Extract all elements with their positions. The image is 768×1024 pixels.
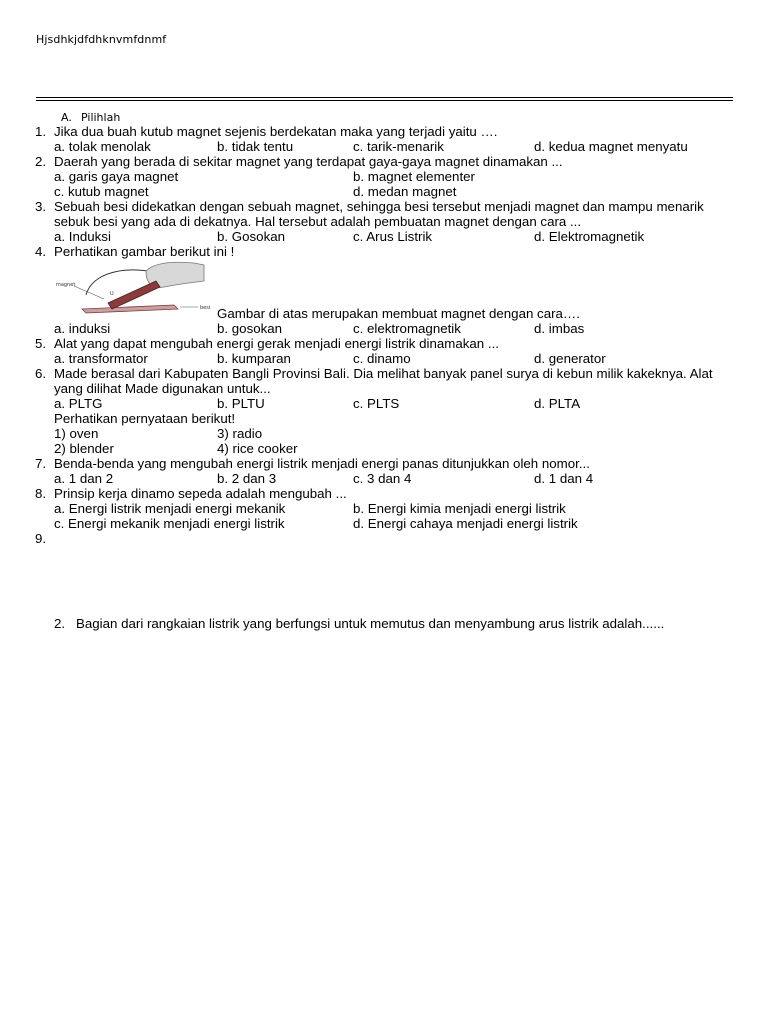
option-b: b. PLTU xyxy=(217,396,265,411)
option-a: a. Energi listrik menjadi energi mekanik xyxy=(54,501,286,516)
question-number: 2. xyxy=(54,616,66,631)
figure-row xyxy=(54,259,768,321)
header-text: Hjsdhkjdfdhknvmfdnmf xyxy=(36,33,167,46)
question-number: 3. xyxy=(35,199,47,214)
option-d: d. PLTA xyxy=(534,396,581,411)
statement-item: 2) blender xyxy=(54,441,114,456)
section-heading xyxy=(61,111,120,124)
statement-row xyxy=(54,441,768,456)
question-number: 5. xyxy=(35,336,47,351)
section-label: A. xyxy=(61,111,72,124)
section-title: Pilihlah xyxy=(81,111,121,124)
question-5 xyxy=(0,336,734,351)
options-row xyxy=(54,396,768,411)
option-a: a. transformator xyxy=(54,351,148,366)
option-b: b. 2 dan 3 xyxy=(217,471,277,486)
option-d: d. Energi cahaya menjadi energi listrik xyxy=(353,516,578,531)
option-a: a. garis gaya magnet xyxy=(54,169,179,184)
option-d: d. kedua magnet menyatu xyxy=(534,139,688,154)
question-number: 1. xyxy=(35,124,47,139)
option-c: c. kutub magnet xyxy=(54,184,149,199)
option-c: c. 3 dan 4 xyxy=(353,471,412,486)
option-c: c. Arus Listrik xyxy=(353,229,433,244)
options-row xyxy=(54,169,768,184)
statement-row xyxy=(54,426,768,441)
option-b: b. gosokan xyxy=(217,321,283,336)
question-9 xyxy=(0,531,734,546)
label-magnet: magnet xyxy=(56,282,76,288)
options-row xyxy=(54,229,768,244)
options-row xyxy=(54,139,768,154)
option-c: c. dinamo xyxy=(353,351,411,366)
label-besi: besi xyxy=(200,305,211,311)
option-b: b. kumparan xyxy=(217,351,291,366)
question-number: 2. xyxy=(35,154,47,169)
question-3 xyxy=(0,199,734,229)
question-number: 6. xyxy=(35,366,47,381)
options-row xyxy=(54,321,768,336)
options-row xyxy=(54,471,768,486)
option-a: a. Induksi xyxy=(54,229,111,244)
option-a: a. tolak menolak xyxy=(54,139,151,154)
statement-item: 3) radio xyxy=(217,426,263,441)
option-d: d. medan magnet xyxy=(353,184,457,199)
question-1 xyxy=(0,124,734,139)
options-row xyxy=(54,184,768,199)
option-d: d. imbas xyxy=(534,321,585,336)
question-number: 4. xyxy=(35,244,47,259)
option-a: a. 1 dan 2 xyxy=(54,471,114,486)
magnet-bar xyxy=(108,281,160,309)
options-row xyxy=(54,516,768,531)
header-divider-bottom xyxy=(36,100,733,101)
question-number: 9. xyxy=(35,531,47,546)
iron-bar xyxy=(82,305,178,313)
figure-caption: Gambar di atas merupakan membuat magnet dengan cara…. xyxy=(217,306,580,321)
option-a: a. PLTG xyxy=(54,396,103,411)
question-2 xyxy=(0,154,734,169)
option-c: c. Energi mekanik menjadi energi listrik xyxy=(54,516,285,531)
statement-item: 4) rice cooker xyxy=(217,441,298,456)
extra-question xyxy=(54,616,716,631)
options-row xyxy=(54,501,768,516)
question-7 xyxy=(0,456,734,471)
question-text: Benda-benda yang mengubah energi listrik menjadi energi panas ditunjukkan oleh nomor... xyxy=(54,456,590,471)
question-6 xyxy=(0,366,734,396)
question-text: Made berasal dari Kabupaten Bangli Provinsi Bali. Dia melihat banyak panel surya di kebun milik kakeknya. Alat yang dilihat Made digunakan untuk... xyxy=(54,366,713,396)
statement-item: 1) oven xyxy=(54,426,99,441)
option-d: d. 1 dan 4 xyxy=(534,471,594,486)
magnet-rubbing-illustration xyxy=(54,259,214,319)
question-text: Daerah yang berada di sekitar magnet yang terdapat gaya-gaya magnet dinamakan ... xyxy=(54,154,563,169)
question-4 xyxy=(0,244,734,259)
option-b: b. Energi kimia menjadi energi listrik xyxy=(353,501,566,516)
question-text: Alat yang dapat mengubah energi gerak menjadi energi listrik dinamakan ... xyxy=(54,336,499,351)
question-8 xyxy=(0,486,734,501)
option-d: d. generator xyxy=(534,351,606,366)
question-text: Prinsip kerja dinamo sepeda adalah mengubah ... xyxy=(54,486,347,501)
option-b: b. magnet elementer xyxy=(353,169,475,184)
option-a: a. induksi xyxy=(54,321,111,336)
question-list xyxy=(0,124,768,546)
options-row xyxy=(54,351,768,366)
option-d: d. Elektromagnetik xyxy=(534,229,645,244)
header-divider-top xyxy=(36,97,733,98)
question-text: Perhatikan gambar berikut ini ! xyxy=(54,244,235,259)
question-text: Sebuah besi didekatkan dengan sebuah magnet, sehingga besi tersebut menjadi magnet dan mampu menarik sebuk besi yang ada di dekatnya. Hal tersebut adalah pembuatan magnet dengan cara ... xyxy=(54,199,704,229)
question-text: Bagian dari rangkaian listrik yang berfungsi untuk memutus dan menyambung arus listrik adalah...... xyxy=(76,616,665,631)
label-u: U xyxy=(110,291,114,297)
statement-intro: Perhatikan pernyataan berikut! xyxy=(54,411,236,426)
question-text: Jika dua buah kutub magnet sejenis berdekatan maka yang terjadi yaitu …. xyxy=(54,124,498,139)
option-b: b. tidak tentu xyxy=(217,139,294,154)
question-number: 8. xyxy=(35,486,47,501)
option-c: c. PLTS xyxy=(353,396,400,411)
option-b: b. Gosokan xyxy=(217,229,286,244)
option-c: c. tarik-menarik xyxy=(353,139,444,154)
question-number: 7. xyxy=(35,456,47,471)
option-c: c. elektromagnetik xyxy=(353,321,461,336)
